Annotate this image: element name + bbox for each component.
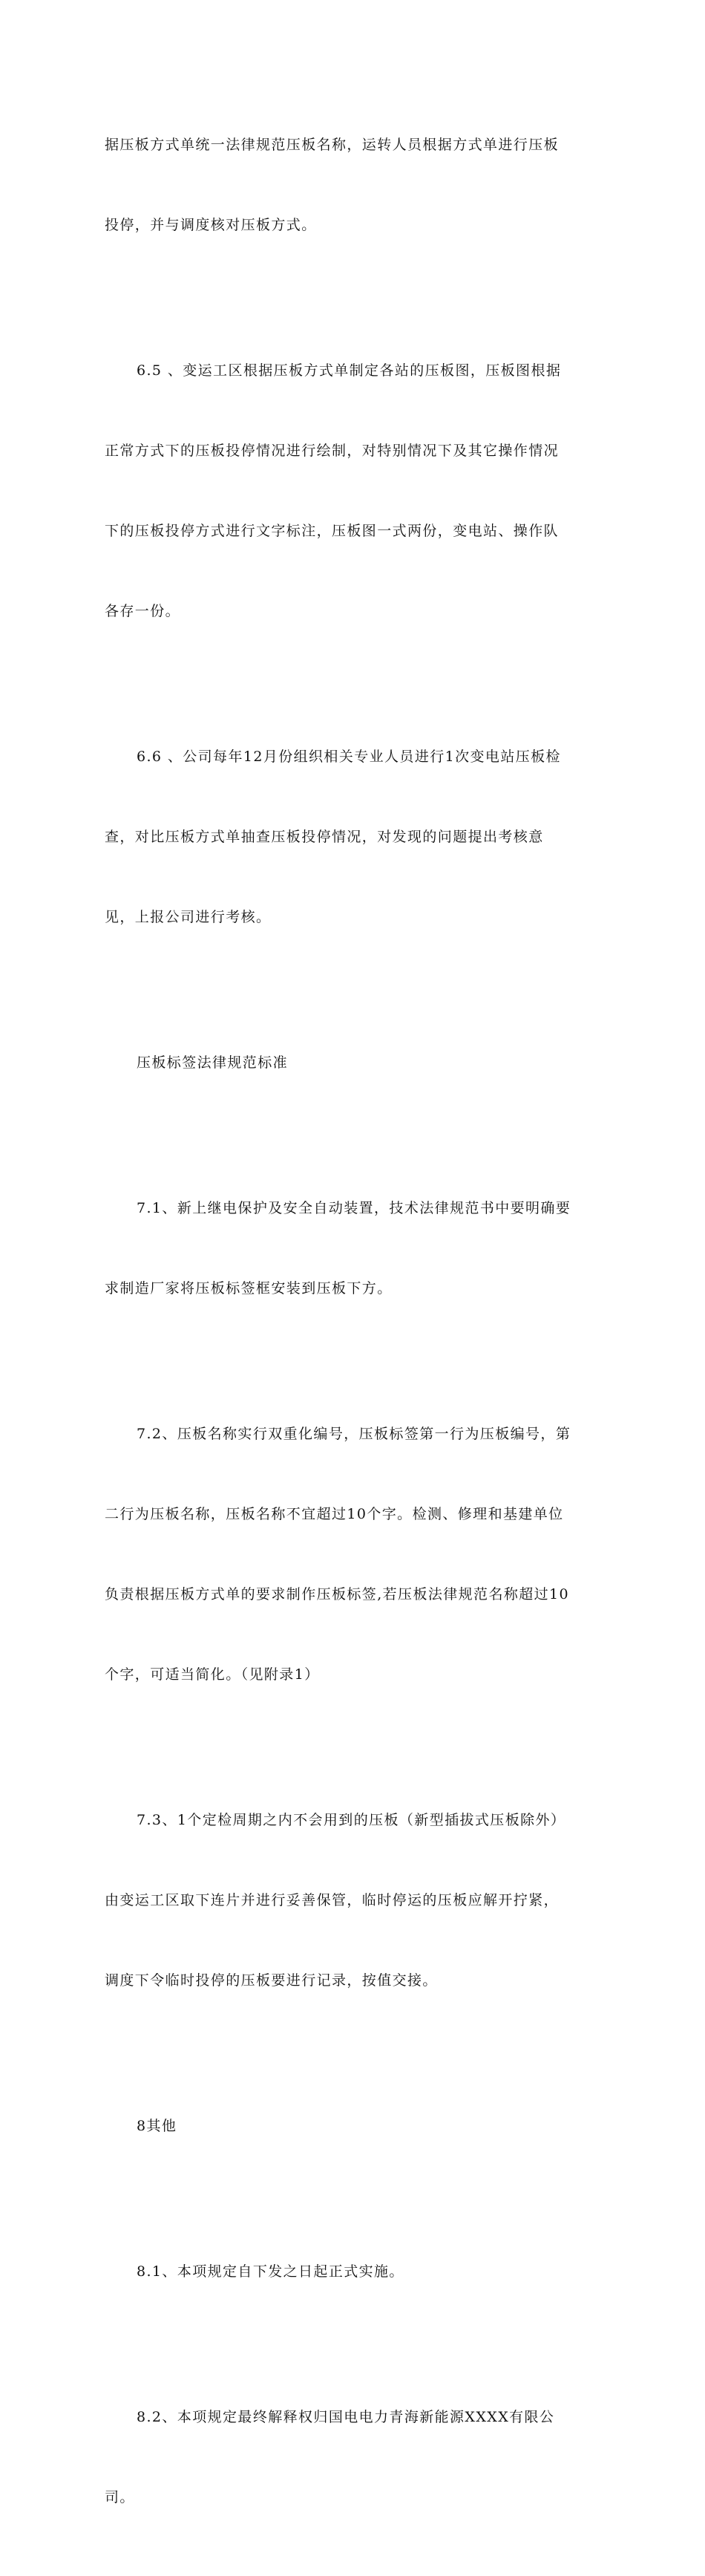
paragraph-7-3	[105, 1753, 609, 2047]
paragraph-7-1	[105, 1141, 609, 1355]
text-line: 见，上报公司进行考核。	[105, 909, 272, 925]
text-line: 7.3、1个定检周期之内不会用到的压板（新型插拔式压板除外）	[137, 1812, 566, 1828]
text-line: 二行为压板名称，压板名称不宜超过10个字。检测、修理和基建单位	[105, 1506, 564, 1522]
paragraph-7-2	[105, 1367, 609, 1741]
paragraph-8-2	[105, 2350, 609, 2564]
text-line: 下的压板投停方式进行文字标注，压板图一式两份，变电站、操作队	[105, 523, 560, 539]
text-line: 查，对比压板方式单抽查压板投停情况，对发现的问题提出考核意	[105, 829, 544, 845]
text-line: 6.6 、公司每年12月份组织相关专业人员进行1次变电站压板检	[137, 749, 561, 765]
text-line: 正常方式下的压板投停情况进行绘制，对特别情况下及其它操作情况	[105, 443, 560, 459]
text-line: 7.2、压板名称实行双重化编号，压板标签第一行为压板编号，第	[137, 1426, 571, 1442]
text-line: 投停，并与调度核对压板方式。	[105, 217, 317, 233]
text-line: 据压板方式单统一法律规范压板名称，运转人员根据方式单进行压板	[105, 137, 560, 153]
text-line: 调度下令临时投停的压板要进行记录，按值交接。	[105, 1972, 438, 1989]
text-line: 由变运工区取下连片并进行妥善保管，临时停运的压板应解开拧紧，	[105, 1892, 560, 1908]
paragraph-continuation	[105, 78, 609, 292]
text-line: 各存一份。	[105, 603, 181, 619]
section-heading-other	[105, 2059, 609, 2193]
text-line: 个字，可适当简化。（见附录1）	[105, 1666, 320, 1683]
paragraph-8-1	[105, 2205, 609, 2338]
text-line: 6.5 、变运工区根据压板方式单制定各站的压板图，压板图根据	[137, 362, 562, 379]
text-line: 8.2、本项规定最终解释权归国电电力青海新能源XXXX有限公	[137, 2409, 555, 2425]
text-line: 8.1、本项规定自下发之日起正式实施。	[137, 2263, 404, 2280]
paragraph-6-5	[105, 304, 609, 678]
text-line: 求制造厂家将压板标签框安装到压板下方。	[105, 1280, 393, 1297]
section-heading-label-standard	[105, 996, 609, 1129]
heading-text: 压板标签法律规范标准	[137, 1054, 289, 1071]
text-line: 7.1、新上继电保护及安全自动装置，技术法律规范书中要明确要	[137, 1200, 571, 1216]
heading-text: 8其他	[137, 2118, 177, 2134]
document-body	[105, 78, 609, 2576]
text-line: 司。	[105, 2489, 135, 2505]
paragraph-6-6	[105, 690, 609, 984]
text-line: 负责根据压板方式单的要求制作压板标签,若压板法律规范名称超过10	[105, 1586, 570, 1602]
